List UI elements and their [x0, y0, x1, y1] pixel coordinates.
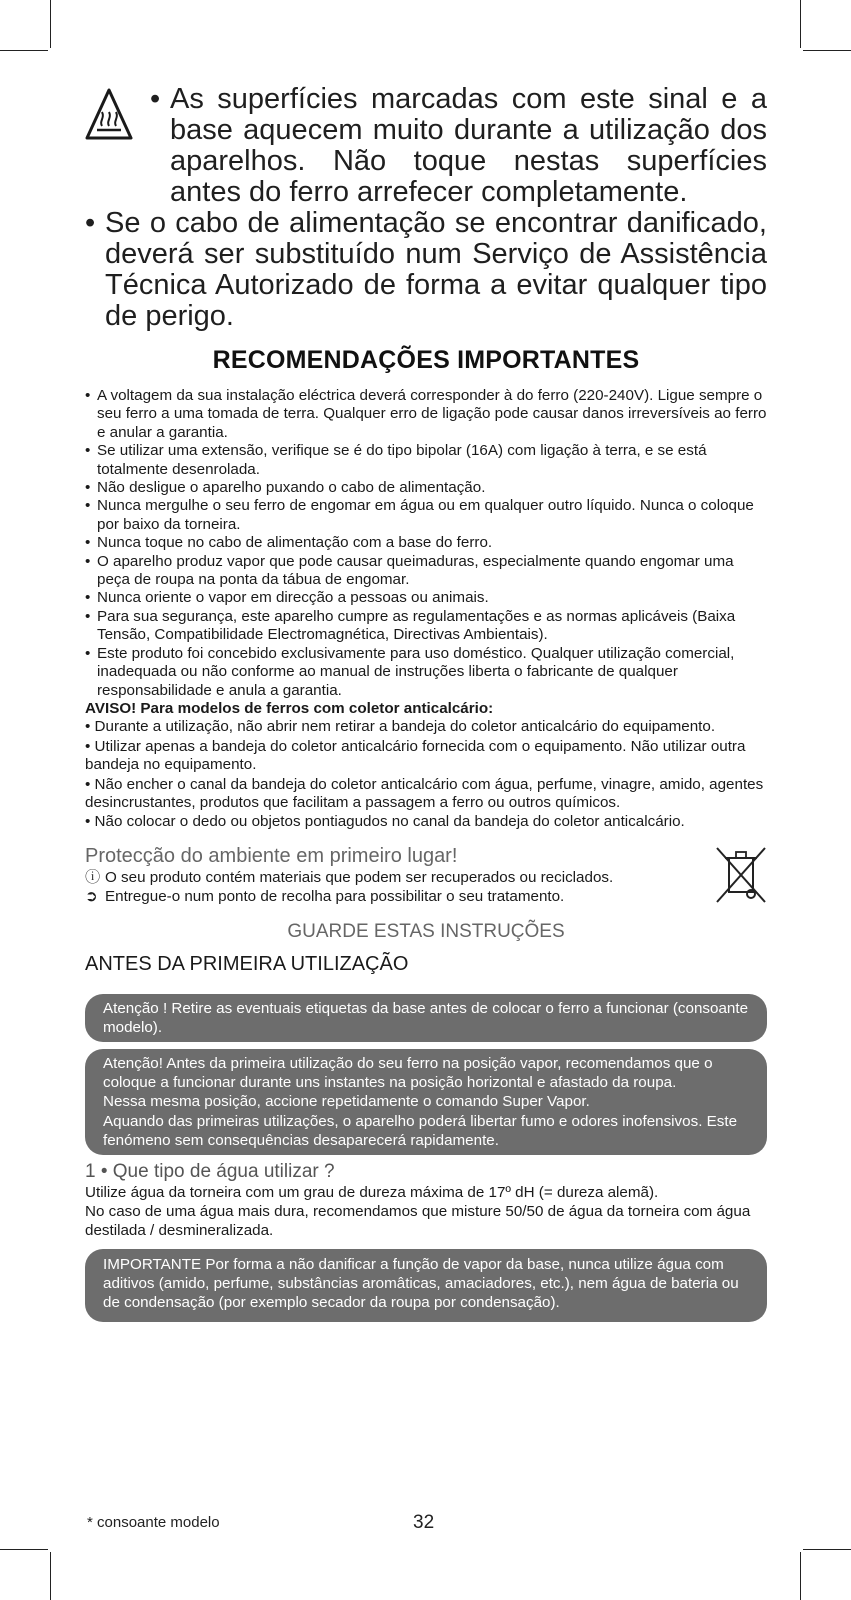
environment-line [85, 887, 767, 906]
environment-text: Entregue-o num ponto de recolha para possibilitar o seu tratamento. [105, 887, 565, 905]
environment-title: Protecção do ambiente em primeiro lugar! [85, 844, 458, 867]
list-item: • O aparelho produz vapor que pode causar queimaduras, especialmente quando engomar uma peça de roupa na ponta da tábua de engomar. [85, 553, 767, 590]
notice-text: Aquando das primeiras utilizações, o aparelho poderá libertar fumo e odores inofensivos. Este fenómeno sem consequências desaparecerá rapidamente. [103, 1112, 738, 1150]
footnote: * consoante modelo [87, 1514, 220, 1531]
environment-line [85, 868, 767, 887]
notice-text: Nessa mesma posição, accione repetidamente o comando Super Vapor. [103, 1093, 590, 1111]
before-first-use-title: ANTES DA PRIMEIRA UTILIZAÇÃO [85, 952, 409, 975]
warning-item: • Se o cabo de alimentação se encontrar danificado, deverá ser substituído num Serviço de Assistência Técnica Autorizado de forma a evitar qualquer tipo de perigo. [85, 207, 767, 332]
recommendations-list [85, 387, 767, 700]
notice-text: Atenção! Antes da primeira utilização do seu ferro na posição vapor, recomendamos que o coloque a funcionar durante uns instantes na posição horizontal e afastado da roupa. [103, 1054, 713, 1091]
crop-mark [803, 50, 851, 51]
notice-text: IMPORTANTE Por forma a não danificar a função de vapor da base, nunca utilize água com aditivos (amido, perfume, substâncias aromâticas, amaciadores, etc.), nem água de bateria ou de condensação (por exemplo secador da roupa por condensação). [103, 1255, 739, 1312]
manual-page [85, 84, 767, 1322]
list-item: • Se utilizar uma extensão, verifique se é do tipo bipolar (16A) com ligação à terra, e se está totalmente desenrolada. [85, 442, 767, 479]
notice-box [85, 1249, 767, 1322]
warning-text: Se o cabo de alimentação se encontrar danificado, deverá ser substituído num Serviço de Assistência Técnica Autorizado de forma a evitar qualquer tipo de perigo. [105, 207, 767, 332]
notice-text: Atenção ! Retire as eventuais etiquetas da base antes de colocar o ferro a funcionar (consoante modelo). [103, 999, 749, 1037]
warning-item: • As superfícies marcadas com este sinal e a base aquecem muito durante a utilização dos aparelhos. Não toque nestas superfícies antes do ferro arrefecer completamente. [150, 83, 767, 208]
aviso-title: AVISO! Para modelos de ferros com coletor anticalcário: [85, 699, 494, 717]
list-item: • Nunca mergulhe o seu ferro de engomar em água ou em qualquer outro líquido. Nunca o coloque por baixo da torneira. [85, 497, 767, 534]
notice-box [85, 994, 767, 1042]
environment-text: O seu produto contém materiais que podem ser recuperados ou reciclados. [105, 868, 614, 886]
question-text: No caso de uma água mais dura, recomendamos que misture 50/50 de água da torneira com água destilada / desmineralizada. [85, 1202, 751, 1239]
warning-text: As superfícies marcadas com este sinal e a base aquecem muito durante a utilização dos aparelhos. Não toque nestas superfícies antes do ferro arrefecer completamente. [170, 83, 767, 208]
aviso-item: • Não colocar o dedo ou objetos pontiagudos no canal da bandeja do coletor anticalcário. [85, 813, 685, 831]
question-title: 1 • Que tipo de água utilizar ? [85, 1160, 335, 1182]
crop-mark [50, 0, 51, 48]
aviso-item: • Durante a utilização, não abrir nem retirar a bandeja do coletor anticalcário do equipamento. [85, 718, 716, 736]
crop-mark [800, 0, 801, 48]
environment-section [85, 844, 767, 906]
list-item: • A voltagem da sua instalação eléctrica deverá corresponder à do ferro (220-240V). Ligue sempre o seu ferro a uma tomada de terra. Qualquer erro de ligação pode causar danos irreversíveis ao ferro e anular a garantia. [85, 387, 767, 442]
crop-mark [800, 1552, 801, 1600]
aviso-item: • Utilizar apenas a bandeja do coletor anticalcário fornecida com o equipamento. Não utilizar outra bandeja no equipamento. [85, 737, 746, 774]
crop-mark [803, 1549, 851, 1550]
list-item: • Não desligue o aparelho puxando o cabo de alimentação. [85, 479, 767, 497]
list-item: • Este produto foi concebido exclusivamente para uso doméstico. Qualquer utilização comercial, inadequada ou não conforme ao manual de instruções liberta o fabricante de qualquer responsabilidade e anula a garantia. [85, 645, 767, 700]
page-number: 32 [413, 1512, 435, 1533]
info-icon: ⓘ [85, 868, 101, 886]
keep-instructions-note: GUARDE ESTAS INSTRUÇÕES [287, 920, 565, 942]
crop-mark [0, 1549, 48, 1550]
arrow-icon: ➲ [85, 887, 98, 905]
section-title: RECOMENDAÇÕES IMPORTANTES [212, 346, 640, 374]
hot-surface-warning [85, 84, 767, 208]
list-item: • Nunca oriente o vapor em direcção a pessoas ou animais. [85, 589, 767, 607]
question-text: Utilize água da torneira com um grau de dureza máxima de 17º dH (= dureza alemã). [85, 1183, 659, 1201]
hot-surface-icon [85, 86, 133, 142]
crop-mark [50, 1552, 51, 1600]
list-item: • Nunca toque no cabo de alimentação com a base do ferro. [85, 534, 767, 552]
aviso-item: • Não encher o canal da bandeja do coletor anticalcário com água, perfume, vinagre, amido, agentes desincrustantes, produtos que facilitam a passagem a ferro ou outros químicos. [85, 775, 764, 811]
crossed-bin-icon [715, 844, 767, 904]
crop-mark [0, 50, 48, 51]
notice-box [85, 1049, 767, 1155]
list-item: • Para sua segurança, este aparelho cumpre as regulamentações e as normas aplicáveis (Baixa Tensão, Compatibilidade Electromagnética, Directivas Ambientais). [85, 608, 767, 645]
